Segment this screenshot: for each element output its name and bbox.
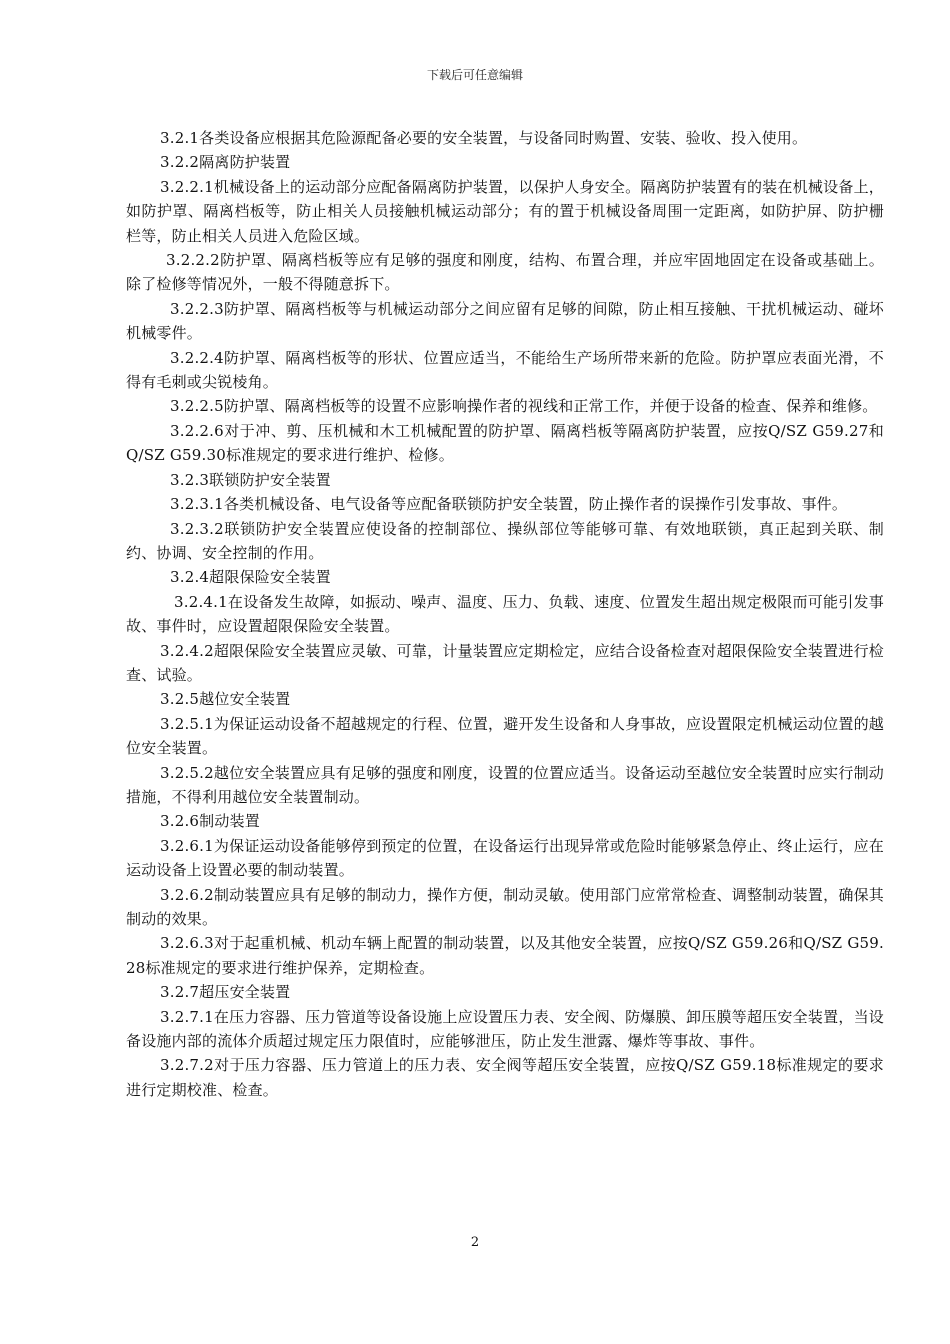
paragraph-3-2-4-1: 3.2.4.1在设备发生故障，如振动、噪声、温度、压力、负载、速度、位置发生超出规定极限而可能引发事故、事件时，应设置超限保险安全装置。: [126, 592, 884, 636]
paragraph-3-2-4-2: 3.2.4.2超限保险安全装置应灵敏、可靠，计量装置应定期检定，应结合设备检查对超限保险安全装置进行检查、试验。: [126, 641, 884, 684]
paragraph-3-2-7-2: 3.2.7.2对于压力容器、压力管道上的压力表、安全阀等超压安全装置，应按Q/SZ G59.18标准规定的要求进行定期校准、检查。: [126, 1056, 884, 1099]
paragraph-3-2-3-1: 3.2.3.1各类机械设备、电气设备等应配备联锁防护安全装置，防止操作者的误操作引发事故、事件。: [170, 495, 848, 514]
heading-3-2-4: 3.2.4超限保险安全装置: [170, 568, 331, 587]
paragraph-3-2-6-3: 3.2.6.3对于起重机械、机动车辆上配置的制动装置，以及其他安全装置，应按Q/SZ G59.26和Q/SZ G59.28标准规定的要求进行维护保养，定期检查。: [126, 934, 884, 977]
paragraph-3-2-6-1: 3.2.6.1为保证运动设备能够停到预定的位置，在设备运行出现异常或危险时能够紧急停止、终止运行，应在运动设备上设置必要的制动装置。: [126, 836, 884, 880]
paragraph-3-2-2-5: 3.2.2.5防护罩、隔离档板等的设置不应影响操作者的视线和正常工作，并便于设备的检查、保养和维修。: [170, 397, 878, 416]
paragraph-3-2-5-2: 3.2.5.2越位安全装置应具有足够的强度和刚度，设置的位置应适当。设备运动至越位安全装置时应实行制动措施，不得利用越位安全装置制动。: [126, 763, 884, 806]
page-number: 2: [470, 1235, 480, 1250]
paragraph-3-2-3-2: 3.2.3.2联锁防护安全装置应使设备的控制部位、操纵部位等能够可靠、有效地联锁，真正起到关联、制约、协调、安全控制的作用。: [126, 519, 884, 562]
paragraph-3-2-2-2: 3.2.2.2防护罩、隔离档板等应有足够的强度和刚度，结构、布置合理，并应牢固地固定在设备或基础上。除了检修等情况外，一般不得随意拆下。: [126, 251, 884, 294]
paragraph-3-2-6-2: 3.2.6.2制动装置应具有足够的制动力，操作方便，制动灵敏。使用部门应常常检查、调整制动装置，确保其制动的效果。: [126, 885, 884, 928]
page-header: 下载后可任意编辑: [426, 68, 523, 82]
paragraph-3-2-5-1: 3.2.5.1为保证运动设备不超越规定的行程、位置，避开发生设备和人身事故，应设置限定机械运动位置的越位安全装置。: [126, 714, 884, 758]
paragraph-3-2-2-6: 3.2.2.6对于冲、剪、压机械和木工机械配置的防护罩、隔离档板等隔离防护装置，应按Q/SZ G59.27和Q/SZ G59.30标准规定的要求进行维护、检修。: [126, 421, 884, 465]
heading-3-2-3: 3.2.3联锁防护安全装置: [170, 470, 331, 489]
heading-3-2-6: 3.2.6制动装置: [160, 812, 260, 831]
paragraph-3-2-2-4: 3.2.2.4防护罩、隔离档板等的形状、位置应适当，不能给生产场所带来新的危险。防护罩应表面光滑，不得有毛刺或尖锐棱角。: [126, 348, 884, 392]
paragraph-3-2-2-1: 3.2.2.1机械设备上的运动部分应配备隔离防护装置，以保护人身安全。隔离防护装置有的装在机械设备上，如防护罩、隔离档板等，防止相关人员接触机械运动部分；有的置于机械设备周围一定距离，如防护屏、防护栅栏等，防止相关人员进入危险区域。: [126, 177, 884, 245]
paragraph-3-2-1: 3.2.1各类设备应根据其危险源配备必要的安全装置，与设备同时购置、安装、验收、投入使用。: [160, 129, 808, 147]
paragraph-3-2-2-3: 3.2.2.3防护罩、隔离档板等与机械运动部分之间应留有足够的间隙，防止相互接触、干扰机械运动、碰坏机械零件。: [126, 299, 884, 343]
heading-3-2-7: 3.2.7超压安全装置: [160, 983, 291, 1002]
heading-3-2-2: 3.2.2隔离防护装置: [160, 153, 291, 172]
document-body: [126, 126, 884, 1102]
heading-3-2-5: 3.2.5越位安全装置: [160, 690, 291, 709]
paragraph-3-2-7-1: 3.2.7.1在压力容器、压力管道等设备设施上应设置压力表、安全阀、防爆膜、卸压膜等超压安全装置，当设备设施内部的流体介质超过规定压力限值时，应能够泄压，防止发生泄露、爆炸等事故、事件。: [126, 1007, 884, 1051]
